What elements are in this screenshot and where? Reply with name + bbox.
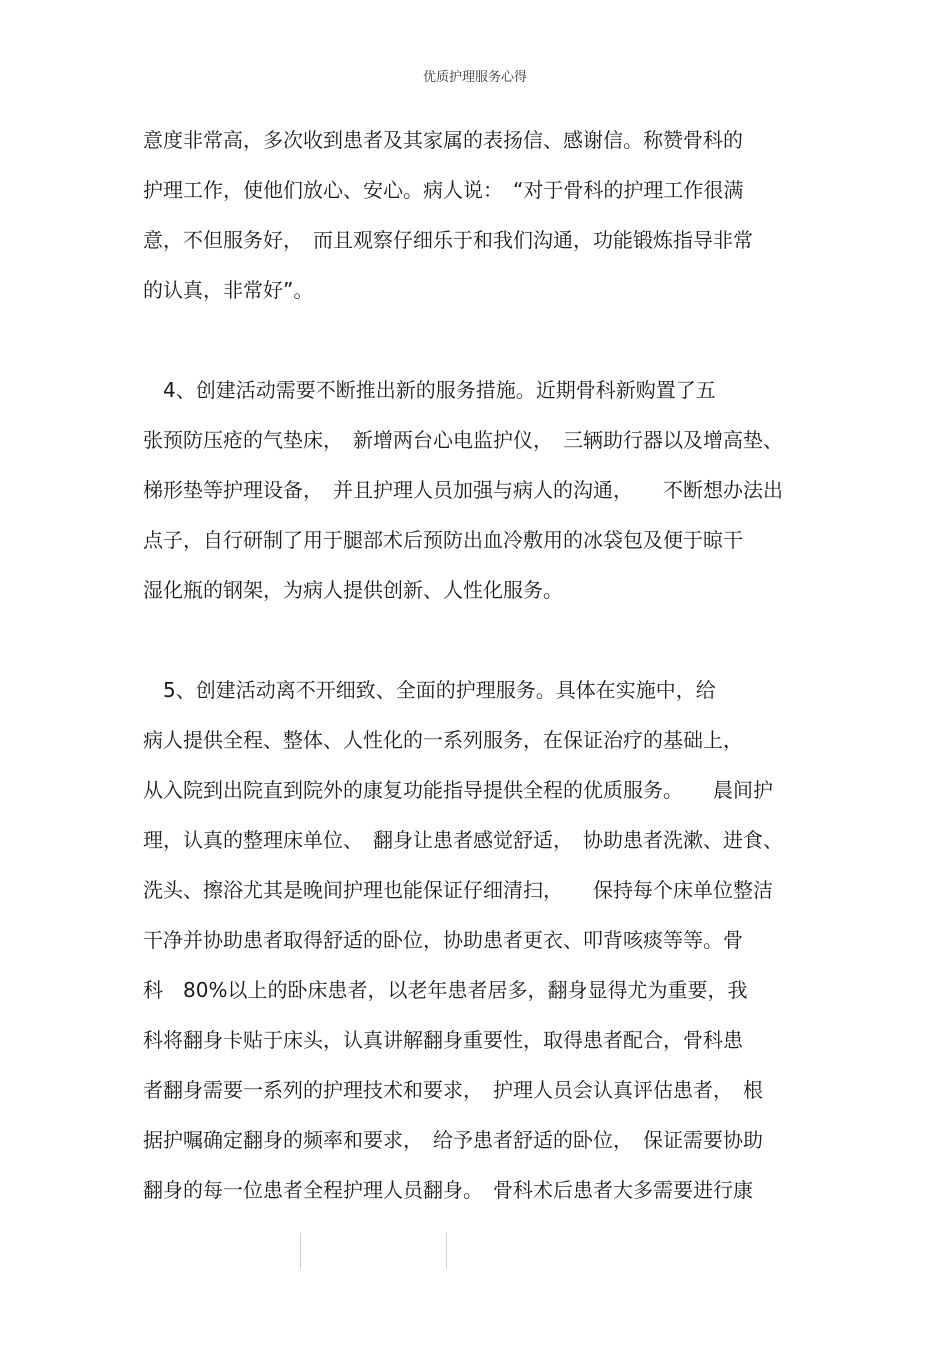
body-line: 理，认真的整理床单位、 翻身让患者感觉舒适， 协助患者洗漱、进食、 (143, 828, 783, 852)
body-line: 科将翻身卡贴于床头，认真讲解翻身重要性，取得患者配合，骨科患 (143, 1028, 743, 1052)
body-line: 翻身的每一位患者全程护理人员翻身。 骨科术后患者大多需要进行康 (143, 1178, 753, 1202)
body-line: 点子，自行研制了用于腿部术后预防出血冷敷用的冰袋包及便于晾干 (143, 528, 743, 552)
body-line: 科 80%以上的卧床患者，以老年患者居多，翻身显得尤为重要，我 (143, 978, 748, 1002)
body-line: 从入院到出院直到院外的康复功能指导提供全程的优质服务。 晨间护 (143, 778, 773, 802)
body-line: 意，不但服务好， 而且观察仔细乐于和我们沟通，功能锻炼指导非常 (143, 228, 753, 252)
body-line: 者翻身需要一系列的护理技术和要求， 护理人员会认真评估患者， 根 (143, 1078, 763, 1102)
body-line: 的认真，非常好”。 (143, 278, 314, 302)
body-line: 据护嘱确定翻身的频率和要求， 给予患者舒适的卧位， 保证需要协助 (143, 1128, 763, 1152)
body-line: 5、创建活动离不开细致、全面的护理服务。具体在实施中，给 (143, 678, 716, 702)
body-line: 护理工作，使他们放心、安心。病人说： “对于骨科的护理工作很满 (143, 178, 744, 202)
page-header-title: 优质护理服务心得 (422, 70, 527, 85)
body-line: 张预防压疮的气垫床， 新增两台心电监护仪， 三辆助行器以及增高垫、 (143, 428, 783, 452)
body-line: 梯形垫等护理设备， 并且护理人员加强与病人的沟通， 不断想办法出 (143, 478, 783, 502)
body-line: 干净并协助患者取得舒适的卧位，协助患者更衣、叩背咳痰等等。骨 (143, 928, 743, 952)
body-line: 病人提供全程、整体、人性化的一系列服务，在保证治疗的基础上， (143, 728, 743, 752)
body-line: 意度非常高，多次收到患者及其家属的表扬信、感谢信。称赞骨科的 (143, 128, 743, 152)
body-line: 洗头、擦浴尤其是晚间护理也能保证仔细清扫， 保持每个床单位整洁 (143, 878, 773, 902)
footer-divider (300, 1233, 301, 1269)
body-line: 4、创建活动需要不断推出新的服务措施。近期骨科新购置了五 (143, 378, 716, 402)
footer-divider (446, 1233, 447, 1269)
body-line: 湿化瓶的钢架，为病人提供创新、人性化服务。 (143, 578, 563, 602)
